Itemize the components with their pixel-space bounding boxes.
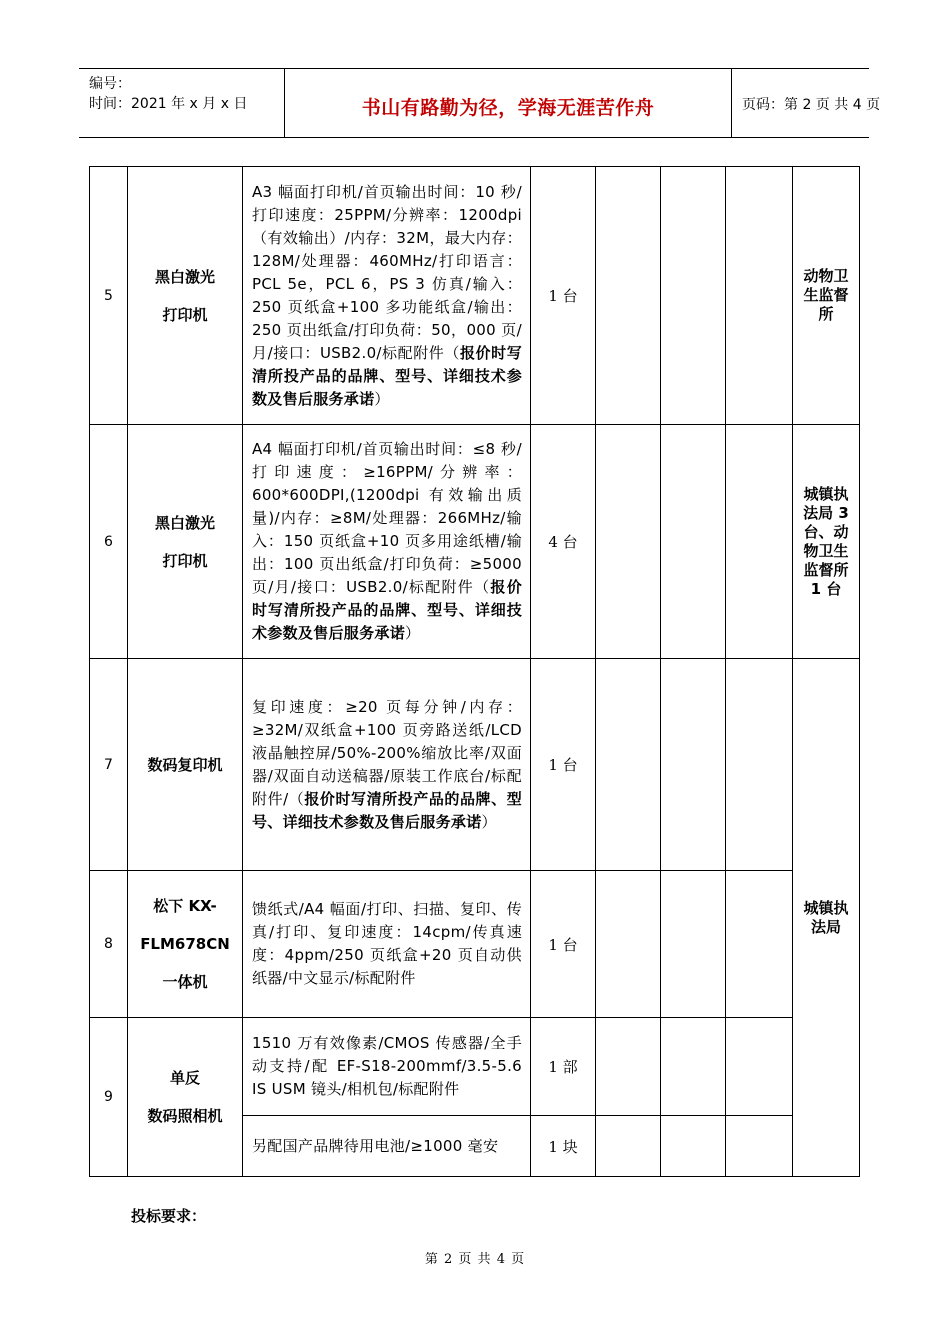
table-row [90, 871, 860, 1018]
empty-cell [726, 1116, 793, 1177]
item-quantity: 4 台 [531, 425, 596, 659]
item-quantity: 1 部 [531, 1018, 596, 1116]
item-name [128, 167, 243, 425]
item-name-line: FLM678CN [140, 935, 230, 953]
item-spec [243, 425, 531, 659]
table-row [90, 659, 860, 871]
spec-end: ） [374, 389, 390, 408]
row-number: 7 [90, 659, 128, 871]
empty-cell [596, 167, 661, 425]
spec-end: ） [405, 624, 421, 642]
empty-cell [596, 425, 661, 659]
empty-cell [661, 425, 726, 659]
equipment-table [89, 166, 860, 1177]
spec-text: A3 幅面打印机/首页输出时间：10 秒/打印速度：25PPM/分辨率：1200dpi（有效输出）/内存：32M，最大内存：128M/处理器：460MHz/打印语言：PCL 5e，PCL 6，PS 3 仿真/输入：250 页纸盒+100 多功能纸盒/输出：250 页出纸盒/打印负荷：50，000 页/月/接口：USB2.0/标配附件（ [252, 182, 522, 362]
item-spec [243, 659, 531, 871]
item-name [128, 871, 243, 1018]
item-name-line: 松下 KX- [153, 897, 217, 915]
serial-label: 编号： [89, 76, 131, 92]
row-number: 8 [90, 871, 128, 1018]
empty-cell [661, 659, 726, 871]
spec-end: ） [481, 812, 497, 831]
item-spec: 馈纸式/A4 幅面/打印、扫描、复印、传真/打印、复印速度：14cpm/传真速度：4ppm/250 页纸盒+20 页自动供纸器/中文显示/标配附件 [243, 871, 531, 1018]
empty-cell [726, 871, 793, 1018]
header-left-cell [79, 69, 284, 137]
row-number: 5 [90, 167, 128, 425]
item-name-line: 单反 [169, 1069, 200, 1087]
page-label: 页码：第 2 页 共 4 页 [742, 97, 881, 113]
item-name-line: 打印机 [162, 305, 208, 324]
empty-cell [726, 425, 793, 659]
row-number: 9 [90, 1018, 128, 1177]
item-quantity: 1 台 [531, 659, 596, 871]
spec-text: 复印速度：≥20 页每分钟/内存：≥32M/双纸盒+100 页旁路送纸/LCD 液晶触控屏/50%-200%缩放比率/双面器/双面自动送稿器/原装工作底台/标配附件/（ [252, 697, 522, 808]
spec-bold-text: 报价时写清所投产品的品牌、型号、详细技术参数及售后服务承诺 [252, 578, 522, 642]
spec-text: A4 幅面打印机/首页输出时间：≤8 秒/打印速度：≥16PPM/分辨率：600*600DPI,(1200dpi 有效输出质量)/内存：≥8M/处理器：266MHz/输入：150 页纸盒+10 页多用途纸槽/输出：100 页出纸盒/打印负荷：≥5000 页/月/接口：USB2.0/标配附件（ [252, 440, 522, 596]
item-name-line: 一体机 [162, 973, 208, 991]
requirements-label: 投标要求： [131, 1207, 207, 1225]
receiving-unit: 动物卫生监督所 [793, 167, 860, 425]
row-number: 6 [90, 425, 128, 659]
item-spec: 另配国产品牌待用电池/≥1000 毫安 [243, 1116, 531, 1177]
empty-cell [726, 1018, 793, 1116]
item-name-line: 打印机 [162, 551, 208, 570]
item-name-line: 黑白激光 [154, 267, 215, 286]
empty-cell [661, 167, 726, 425]
table-row [90, 1018, 860, 1116]
item-quantity: 1 台 [531, 167, 596, 425]
item-quantity: 1 块 [531, 1116, 596, 1177]
table-row [90, 167, 860, 425]
item-spec: 1510 万有效像素/CMOS 传感器/全手动支持/配 EF-S18-200mmf/3.5-5.6 IS USM 镜头/相机包/标配附件 [243, 1018, 531, 1116]
item-quantity: 1 台 [531, 871, 596, 1018]
empty-cell [726, 659, 793, 871]
time-label: 时间：2021 年 x 月 x 日 [89, 96, 248, 112]
empty-cell [661, 871, 726, 1018]
empty-cell [726, 167, 793, 425]
item-name [128, 1018, 243, 1177]
page-footer: 第 2 页 共 4 页 [424, 1252, 526, 1267]
item-name: 数码复印机 [128, 659, 243, 871]
spec-bold-text: 报价时写清所投产品的品牌、型号、详细技术参数及售后服务承诺 [252, 789, 522, 831]
header-center-cell [284, 69, 732, 137]
empty-cell [661, 1116, 726, 1177]
header-right-cell [732, 69, 881, 137]
receiving-unit: 城镇执法局 3 台、动物卫生监督所 1 台 [793, 425, 860, 659]
empty-cell [661, 1018, 726, 1116]
table-row [90, 425, 860, 659]
empty-cell [596, 1018, 661, 1116]
empty-cell [596, 871, 661, 1018]
motto: 书山有路勤为径，学海无涯苦作舟 [361, 97, 655, 119]
item-name-line: 数码照相机 [147, 1107, 223, 1125]
empty-cell [596, 659, 661, 871]
item-name [128, 425, 243, 659]
item-name-line: 黑白激光 [154, 513, 215, 532]
spec-bold-text: 报价时写清所投产品的品牌、型号、详细技术参数及售后服务承诺 [252, 343, 522, 408]
empty-cell [596, 1116, 661, 1177]
item-spec [243, 167, 531, 425]
page-header [79, 68, 881, 138]
receiving-unit: 城镇执法局 [793, 659, 860, 1177]
